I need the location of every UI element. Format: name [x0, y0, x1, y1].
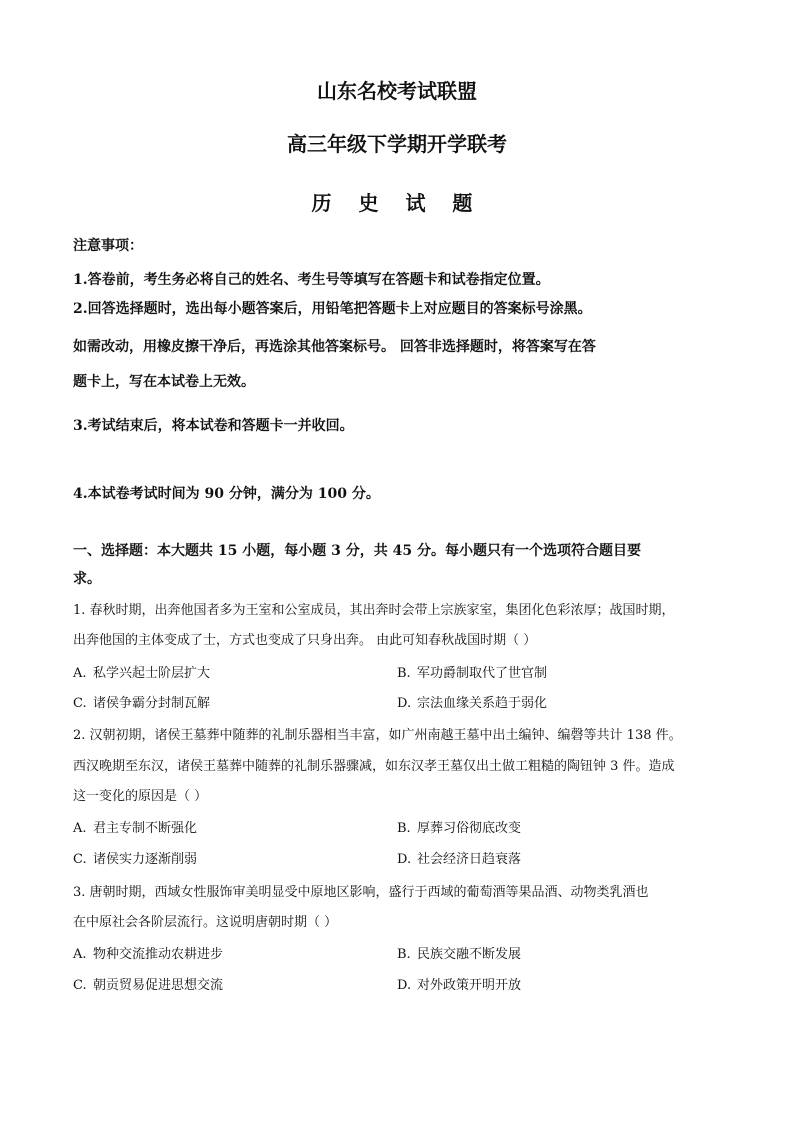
option-letter: B.: [397, 666, 411, 681]
question-1-text: 出奔他国的主体变成了士，方式也变成了只身出奔。 由此可知春秋战国时期（ ）: [73, 633, 537, 648]
option-text: 诸侯争霸分封制瓦解: [93, 696, 211, 711]
question-2-text: 西汉晚期至东汉，诸侯王墓葬中随葬的礼制乐器骤减，如东汉孝王墓仅出土做工粗糙的陶钮钟 3 件。造成: [73, 759, 675, 774]
option-text: 军功爵制取代了世官制: [417, 666, 548, 681]
section-heading: 一、选择题：本大题共 15 小题，每小题 3 分，共 45 分。每小题只有一个选项符合题目要: [73, 543, 641, 559]
subject-title: 历 史 试 题: [311, 191, 483, 215]
question-3-text: 在中原社会各阶层流行。这说明唐朝时期（ ）: [73, 915, 338, 930]
notice-item: 3.考试结束后，将本试卷和答题卡一并收回。: [73, 418, 354, 434]
notice-item: 4.本试卷考试时间为 90 分钟，满分为 100 分。: [73, 486, 380, 502]
notice-title: 注意事项：: [73, 238, 143, 254]
notice-item: 如需改动，用橡皮擦干净后，再选涂其他答案标号。 回答非选择题时，将答案写在答: [73, 339, 596, 355]
option-text: 民族交融不断发展: [417, 947, 522, 962]
option-text: 社会经济日趋衰落: [417, 852, 522, 867]
option-d[interactable]: [397, 695, 547, 713]
option-letter: B.: [397, 821, 411, 836]
option-text: 朝贡贸易促进思想交流: [93, 978, 224, 993]
option-a[interactable]: [73, 946, 223, 964]
option-letter: C.: [73, 978, 87, 993]
question-2-text: 这一变化的原因是（ ）: [73, 789, 208, 804]
option-text: 君主专制不断强化: [93, 821, 198, 836]
option-b[interactable]: [397, 665, 547, 683]
option-a[interactable]: [73, 820, 197, 838]
notice-item: 1.答卷前，考生务必将自己的姓名、考生号等填写在答题卡和试卷指定位置。: [73, 272, 550, 288]
option-c[interactable]: [73, 851, 197, 869]
org-title: 山东名校考试联盟: [317, 79, 477, 103]
option-letter: A.: [73, 666, 87, 681]
option-text: 物种交流推动农耕进步: [93, 947, 224, 962]
option-letter: A.: [73, 947, 87, 962]
notice-item: 2.回答选择题时，选出每小题答案后，用铅笔把答题卡上对应题目的答案标号涂黑。: [73, 301, 592, 317]
option-text: 私学兴起士阶层扩大: [93, 666, 211, 681]
option-letter: C.: [73, 852, 87, 867]
question-3-text: 3. 唐朝时期，西域女性服饰审美明显受中原地区影响，盛行于西域的葡萄酒等果品酒、动物类乳酒也: [73, 885, 649, 900]
option-letter: A.: [73, 821, 87, 836]
option-text: 厚葬习俗彻底改变: [417, 821, 522, 836]
option-c[interactable]: [73, 695, 210, 713]
option-d[interactable]: [397, 851, 521, 869]
option-text: 诸侯实力逐渐削弱: [93, 852, 198, 867]
option-b[interactable]: [397, 946, 521, 964]
option-a[interactable]: [73, 665, 210, 683]
question-2-text: 2. 汉朝初期，诸侯王墓葬中随葬的礼制乐器相当丰富，如广州南越王墓中出土编钟、编磬等共计 138 件。: [73, 728, 682, 743]
option-c[interactable]: [73, 977, 223, 995]
notice-item: 题卡上，写在本试卷上无效。: [73, 374, 255, 390]
section-heading: 求。: [73, 571, 101, 587]
option-letter: C.: [73, 696, 87, 711]
option-letter: D.: [397, 852, 412, 867]
exam-title: 高三年级下学期开学联考: [287, 132, 507, 156]
option-b[interactable]: [397, 820, 521, 838]
option-letter: D.: [397, 978, 412, 993]
option-d[interactable]: [397, 977, 521, 995]
option-text: 宗法血缘关系趋于弱化: [417, 696, 548, 711]
question-1-text: 1. 春秋时期，出奔他国者多为王室和公室成员，其出奔时会带上宗族家室，集团化色彩浓厚；战国时期，: [73, 603, 675, 618]
option-letter: B.: [397, 947, 411, 962]
option-text: 对外政策开明开放: [417, 978, 522, 993]
option-letter: D.: [397, 696, 412, 711]
